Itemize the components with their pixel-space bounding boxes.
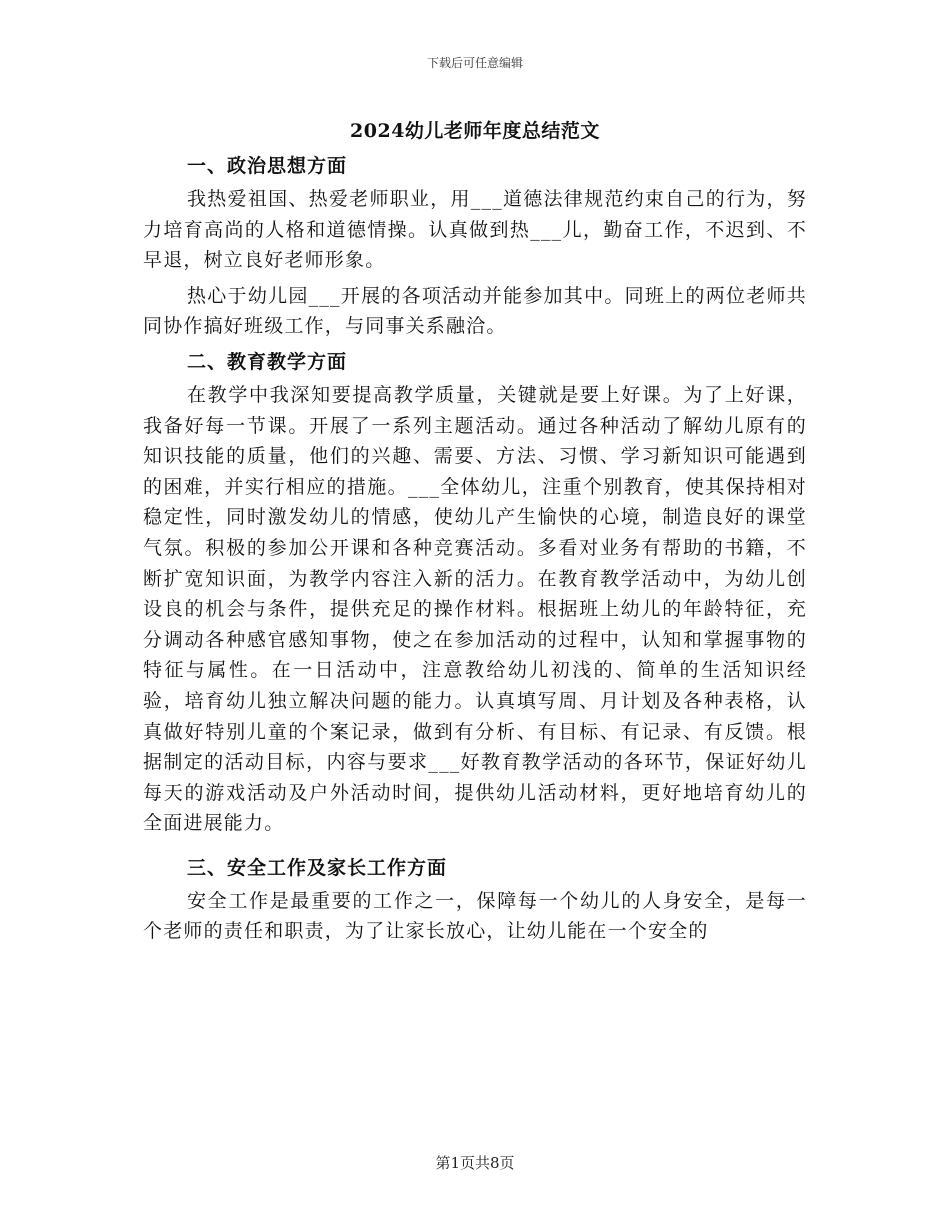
section-heading-politics: 一、政治思想方面 [187, 155, 348, 177]
section-paragraph: 热心于幼儿园___开展的各项活动并能参加其中。同班上的两位老师共同协作搞好班级工作，与同事关系融洽。 [143, 284, 807, 338]
document-body [143, 149, 807, 947]
section-heading-teaching: 二、教育教学方面 [187, 350, 348, 373]
section-heading-safety: 三、安全工作及家长工作方面 [187, 856, 448, 879]
header-note: 下载后可任意编辑 [426, 56, 523, 70]
document-title: 2024幼儿老师年度总结范文 [350, 120, 600, 142]
section-paragraph: 安全工作是最重要的工作之一，保障每一个幼儿的人身安全，是每一个老师的责任和职责，为了让家长放心，让幼儿能在一个安全的 [143, 889, 807, 943]
page-footer: 第1页共8页 [435, 1154, 515, 1172]
section-paragraph: 我热爱祖国、热爱老师职业，用___道德法律规范约束自己的行为，努力培育高尚的人格和道德情操。认真做到热___儿，勤奋工作，不迟到、不早退，树立良好老师形象。 [143, 188, 807, 272]
section-paragraph: 在教学中我深知要提高教学质量，关键就是要上好课。为了上好课，我备好每一节课。开展了一系列主题活动。通过各种活动了解幼儿原有的知识技能的质量，他们的兴趣、需要、方法、习惯、学习新知识可能遇到的困难，并实行相应的措施。___全体幼儿，注重个别教育，使其保持相对稳定性，同时激发幼儿的情感，使幼儿产生愉快的心境，制造良好的课堂气氛。积极的参加公开课和各种竞赛活动。多看对业务有帮助的书籍，不断扩宽知识面，为教学内容注入新的活力。在教育教学活动中，为幼儿创设良的机会与条件，提供充足的操作材料。根据班上幼儿的年龄特征，充分调动各种感官感知事物，使之在参加活动的过程中，认知和掌握事物的特征与属性。在一日活动中，注意教给幼儿初浅的、简单的生活知识经验，培育幼儿独立解决问题的能力。认真填写周、月计划及各种表格，认真做好特别儿童的个案记录，做到有分析、有目标、有记录、有反馈。根据制定的活动目标，内容与要求___好教育教学活动的各环节，保证好幼儿每天的游戏活动及户外活动时间，提供幼儿活动材料，更好地培育幼儿的全面进展能力。 [143, 383, 807, 835]
